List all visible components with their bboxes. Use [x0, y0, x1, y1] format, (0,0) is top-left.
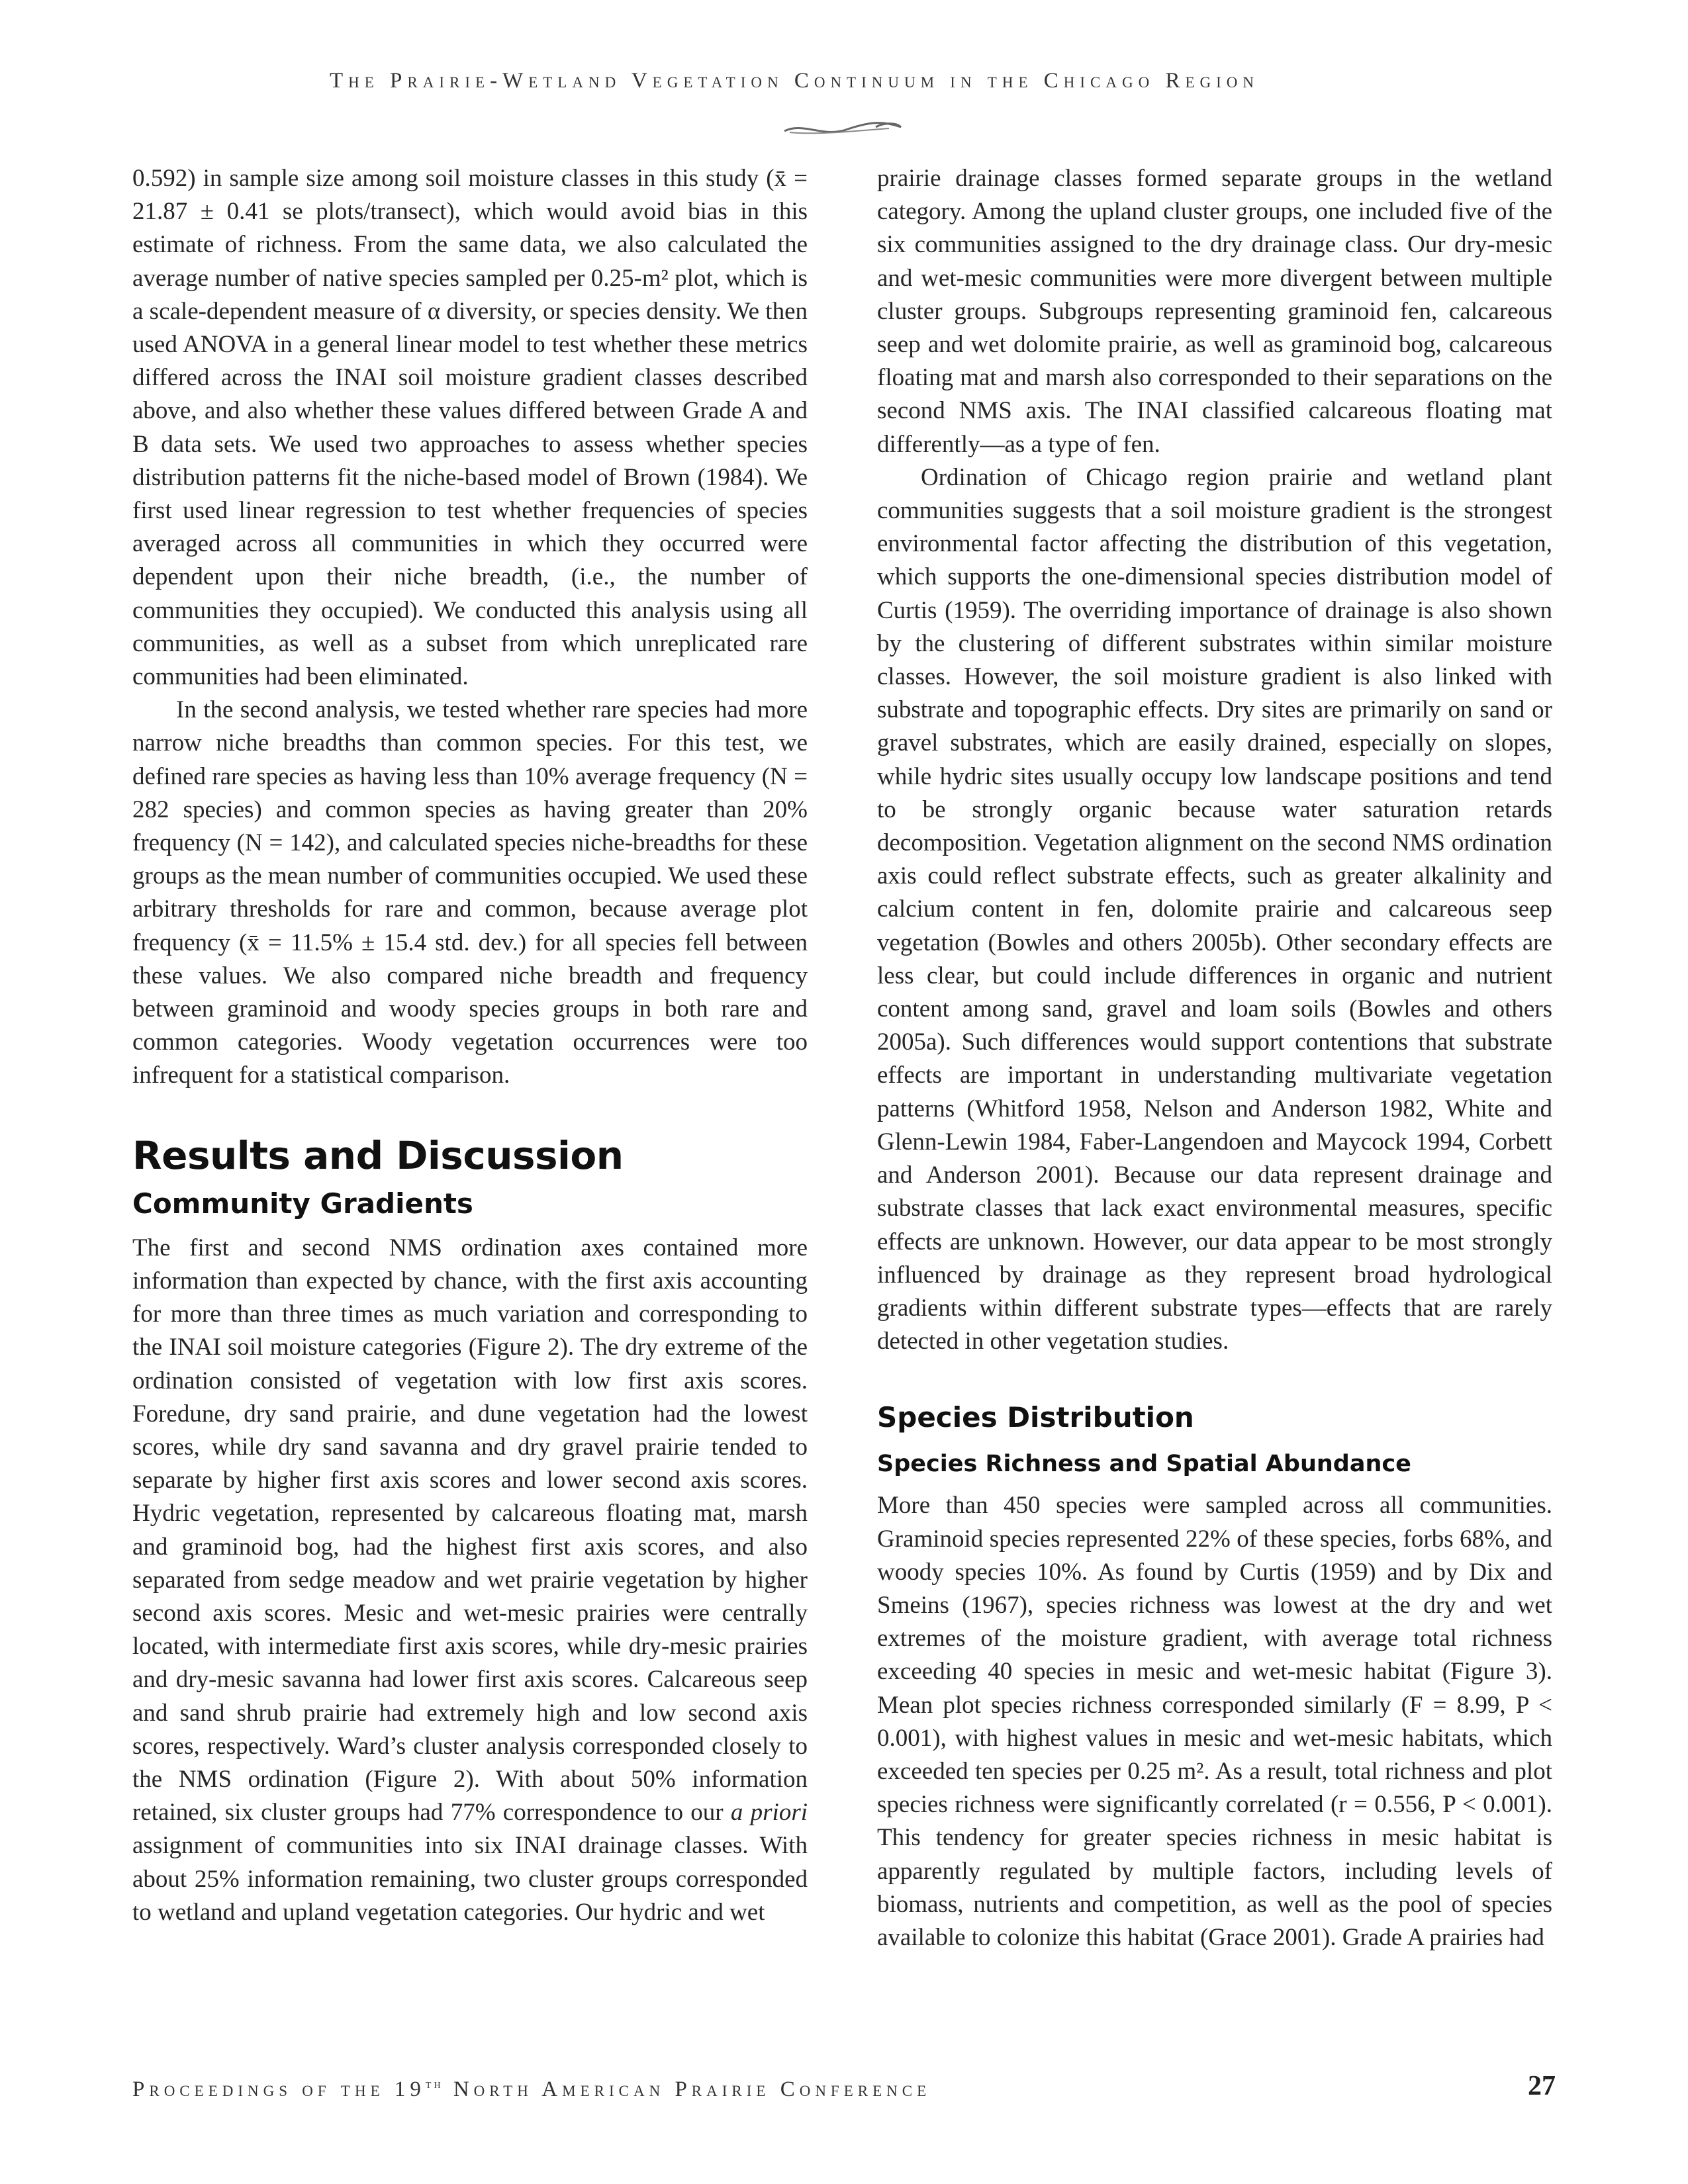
footer-text: North American Prairie Conference: [443, 2077, 931, 2101]
italic-term: a priori: [730, 1799, 808, 1827]
paragraph-text: The first and second NMS ordination axes contained more information than expected by chance, with the first axis accounting for more than three times as much variation and corresponding to the INAI soil moisture categories (Figure 2). The dry extreme of the ordination consisted of vegetation with low first axis scores. Foredune, dry sand prairie, and dune vegetation had the lowest scores, while dry sand savanna and dry gravel prairie tended to separate by higher first axis scores and lower second axis scores. Hydric vegetation, represented by calcareous floating mat, marsh and graminoid bog, had the highest first axis scores, and also separated from sedge meadow and wet prairie vegetation by higher second axis scores. Mesic and wet-mesic prairies were centrally located, with intermediate first axis scores, while dry-mesic prairies and dry-mesic savanna had lower first axis scores. Calcareous seep and sand shrub prairie had extremely high and low second axis scores, respectively. Ward’s cluster analysis corresponded closely to the NMS ordination (Figure 2). With about 50% information retained, six cluster groups had 77% correspondence to our: [132, 1234, 808, 1827]
subheading: Species Distribution: [877, 1401, 1194, 1434]
swash-ornament: [783, 118, 906, 139]
running-head: The Prairie-Wetland Vegetation Continuum in the Chicago Region: [329, 69, 1260, 93]
footer-text: Proceedings of the 19: [132, 2077, 426, 2101]
subsubheading: Species Richness and Spatial Abundance: [877, 1451, 1411, 1478]
section-heading: Results and Discussion: [132, 1132, 624, 1178]
paragraph: Ordination of Chicago region prairie and wetland plant communities suggests that a soil moisture gradient is the strongest environmental factor affecting the distribution of this vegetation, which supports the one-dimensional species distribution model of Curtis (1959). The overriding importance of drainage is also shown by the clustering of different substrates within similar moisture classes. However, the soil moisture gradient is also linked with substrate and topographic effects. Dry sites are primarily on sand or gravel substrates, which are easily drained, especially on slopes, while hydric sites usually occupy low landscape positions and tend to be strongly organic because water saturation retards decomposition. Vegetation alignment on the second NMS ordination axis could reflect substrate effects, such as greater alkalinity and calcium content in fen, dolomite prairie and calcareous seep vegetation (Bowles and others 2005b). Other secondary effects are less clear, but could include differences in organic and nutrient content among sand, gravel and loam soils (Bowles and others 2005a). Such differences would support contentions that substrate effects are important in understanding multivariate vegetation patterns (Whitford 1958, Nelson and Anderson 1982, White and Glenn-Lewin 1984, Faber-Langendoen and Maycock 1994, Corbett and Anderson 2001). Because our data represent drainage and substrate classes that lack exact environmental measures, specific effects are unknown. However, our data appear to be most strongly influenced by drainage as they represent broad hydrological gradients within different substrate types—effects that are rarely detected in other vegetation studies.: [877, 463, 1552, 1355]
subheading: Community Gradients: [132, 1187, 473, 1220]
paragraph: prairie drainage classes formed separate groups in the wetland category. Among the upland cluster groups, one included five of the six communities assigned to the dry drainage class. Our dry-mesic and wet-mesic communities were more divergent between multiple cluster groups. Subgroups representing graminoid fen, calcareous seep and wet dolomite prairie, as well as graminoid bog, calcareous floating mat and marsh also corresponded to their separations on the second NMS axis. The INAI classified calcareous floating mat differently—as a type of fen.: [877, 165, 1552, 458]
footer-superscript: th: [425, 2077, 444, 2091]
paragraph: [132, 1232, 808, 1929]
right-column: [877, 162, 1552, 1954]
paragraph: In the second analysis, we tested whether rare species had more narrow niche breadths than common species. For this test, we defined rare species as having less than 10% average frequency (N = 282 species) and common species as having greater than 20% frequency (N = 142), and calculated species niche-breadths for these groups as the mean number of communities occupied. We used these arbitrary thresholds for rare and common, because average plot frequency (x̄ = 11.5% ± 15.4 std. dev.) for all species fell between these values. We also compared niche breadth and frequency between graminoid and woody species groups in both rare and common categories. Woody vegetation occurrences were too infrequent for a statistical comparison.: [132, 696, 808, 1089]
paragraph: More than 450 species were sampled across all communities. Graminoid species represented 22% of these species, forbs 68%, and woody species 10%. As found by Curtis (1959) and by Dix and Smeins (1967), species richness was lowest at the dry and wet extremes of the moisture gradient, with average total richness exceeding 40 species in mesic and wet-mesic habitat (Figure 3). Mean plot species richness corresponded similarly (F = 8.99, P < 0.001), with highest values in mesic and wet-mesic habitats, which exceeded ten species per 0.25 m². As a result, total richness and plot species richness were significantly correlated (r = 0.556, P < 0.001). This tendency for greater species richness in mesic habitat is apparently regulated by multiple factors, including levels of biomass, nutrients and competition, as well as the pool of species available to colonize this habitat (Grace 2001). Grade A prairies had: [877, 1492, 1552, 1951]
left-column: [132, 162, 808, 1929]
paragraph-text: assignment of communities into six INAI drainage classes. With about 25% information remaining, two cluster groups corresponded to wetland and upland vegetation categories. Our hydric and wet: [132, 1832, 808, 1926]
page-number: 27: [1528, 2071, 1556, 2101]
footer-proceedings: [132, 2077, 931, 2102]
paragraph: 0.592) in sample size among soil moisture classes in this study (x̄ = 21.87 ± 0.41 se plots/transect), which would avoid bias in this estimate of richness. From the same data, we also calculated the average number of native species sampled per 0.25-m² plot, which is a scale-dependent measure of α diversity, or species density. We then used ANOVA in a general linear model to test whether these metrics differed across the INAI soil moisture gradient classes described above, and also whether these values differed between Grade A and B data sets. We used two approaches to assess whether species distribution patterns fit the niche-based model of Brown (1984). We first used linear regression to test whether frequencies of species averaged across all communities in which they occurred were dependent upon their niche breadth, (i.e., the number of communities they occupied). We conducted this analysis using all communities, as well as a subset from which unreplicated rare communities had been eliminated.: [132, 165, 808, 691]
